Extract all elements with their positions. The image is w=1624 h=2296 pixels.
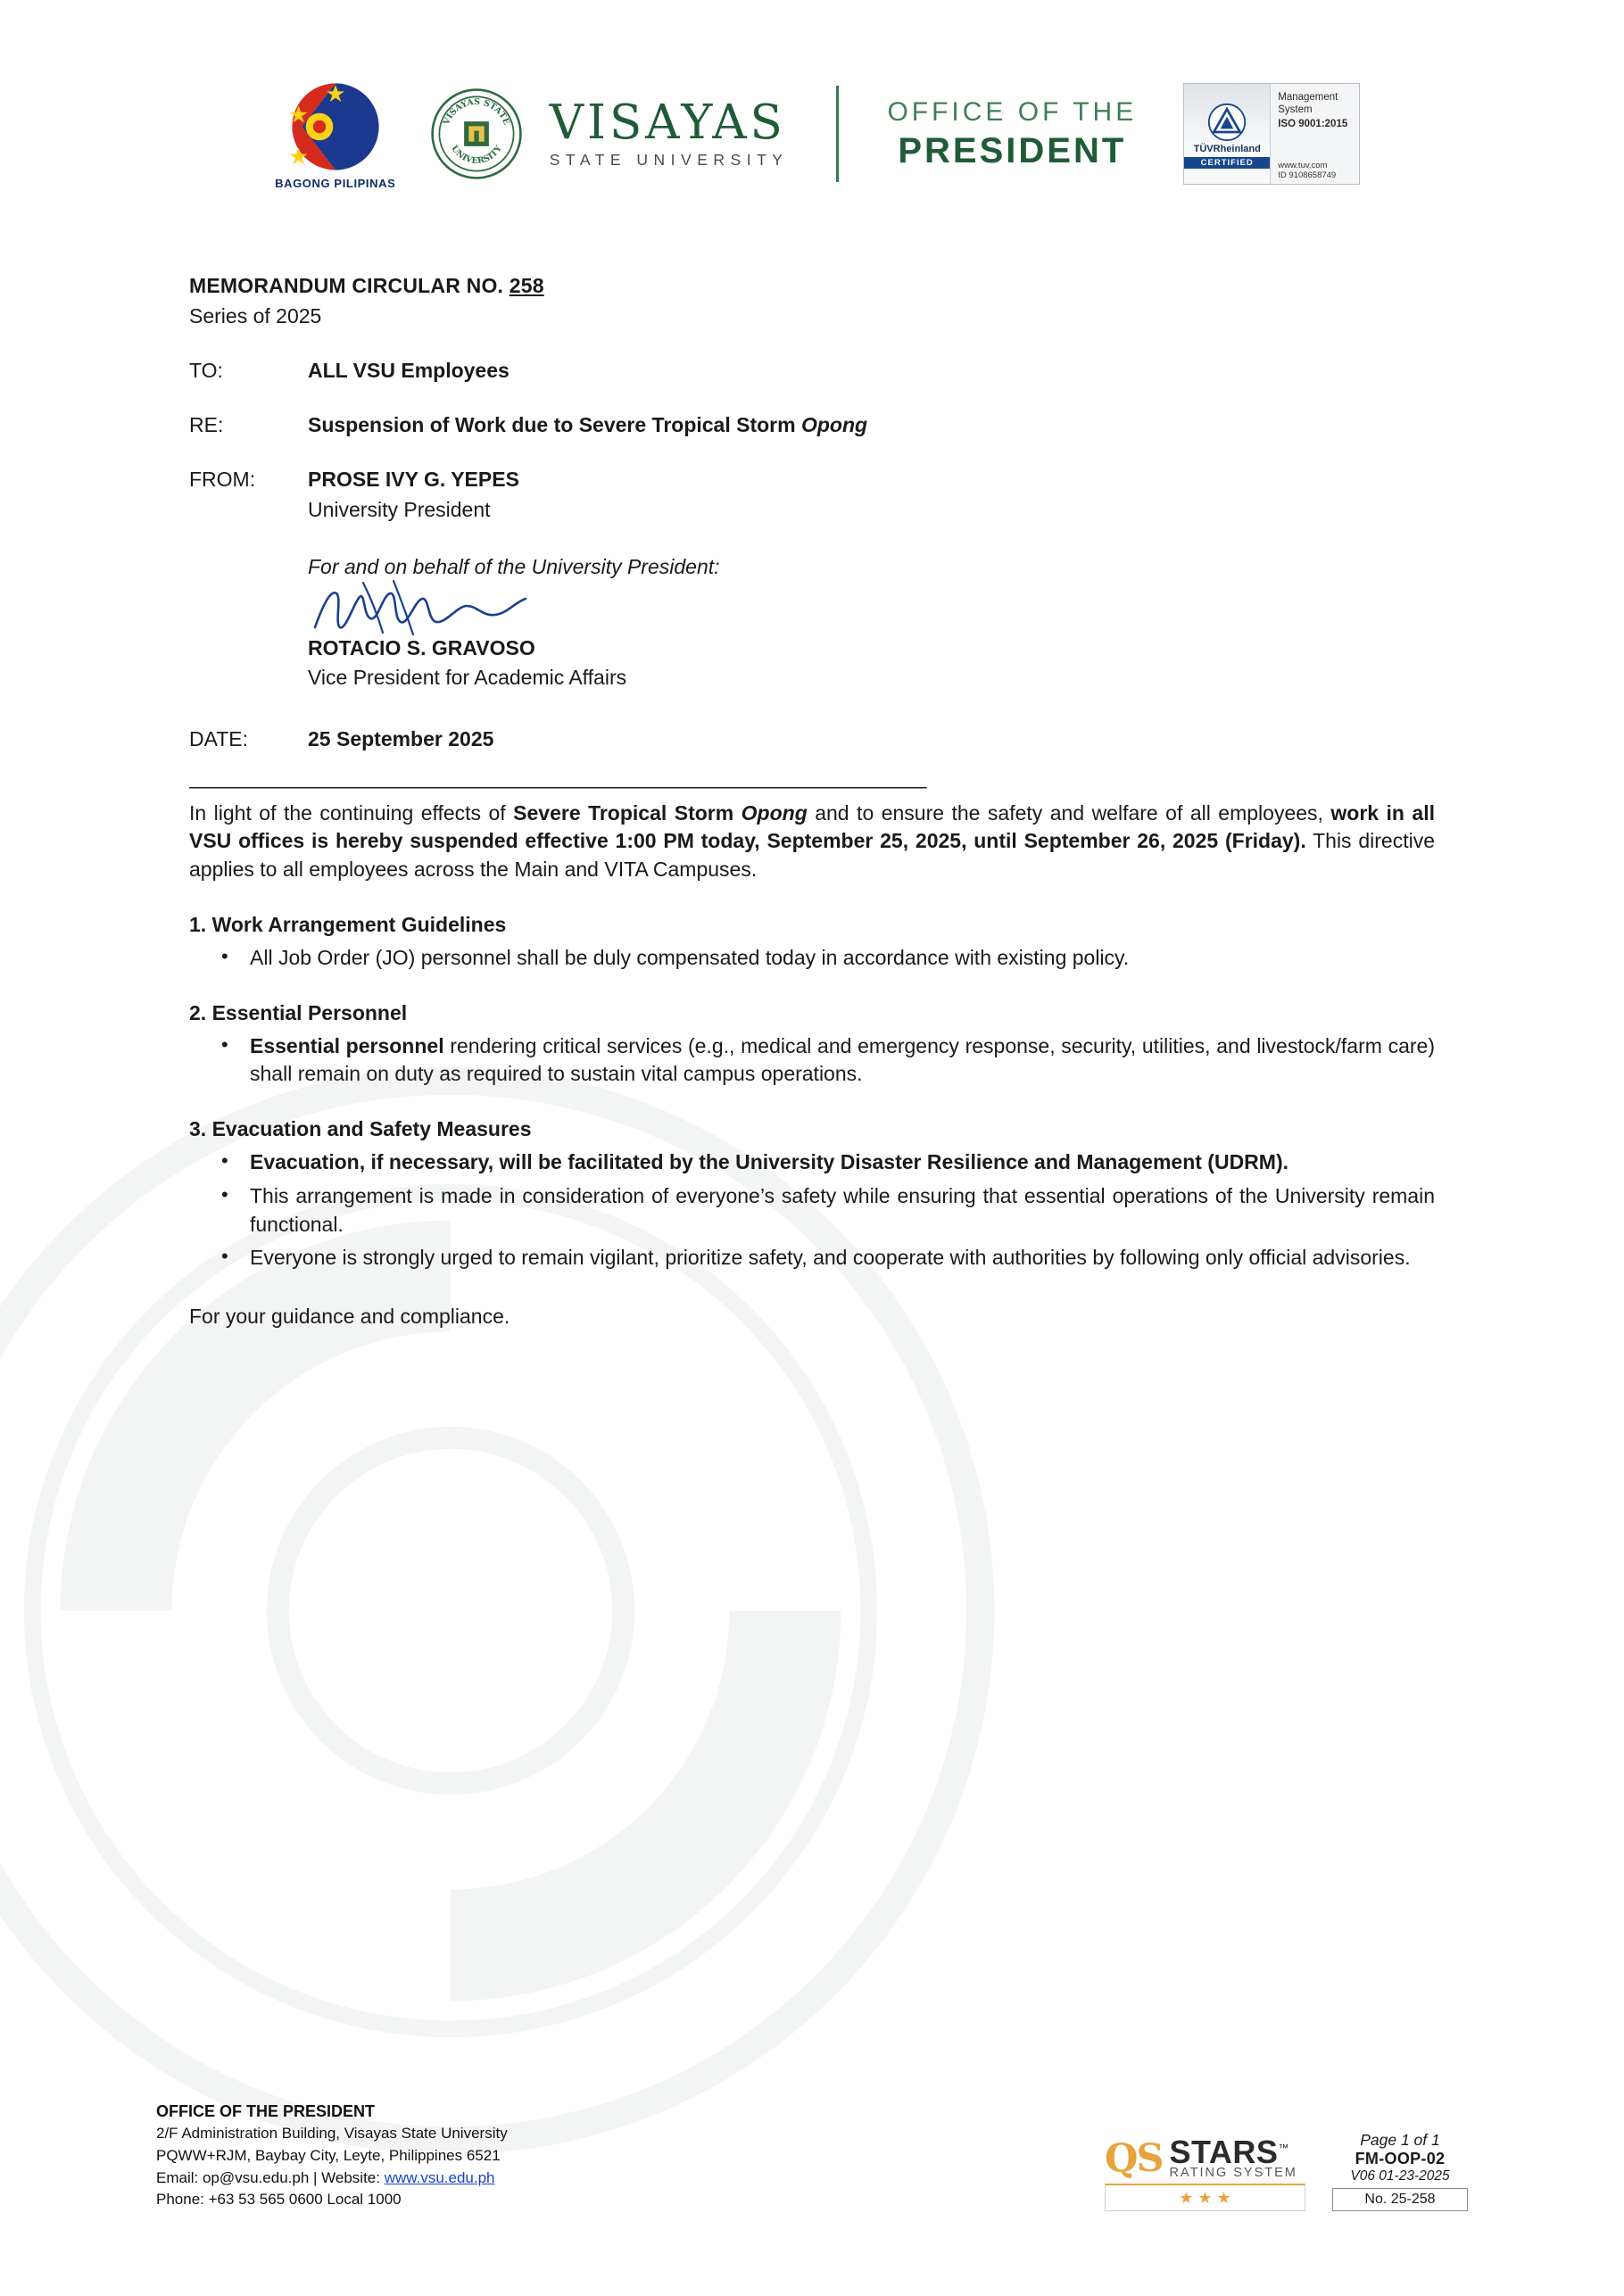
section-3-list: [189, 1148, 1435, 1272]
field-from-subtitle: University President: [308, 498, 491, 522]
field-date-label: DATE:: [189, 727, 249, 751]
footer-address-line-2: PQWW+RJM, Baybay City, Leyte, Philippines 6521: [156, 2147, 501, 2165]
section-1-heading: 1. Work Arrangement Guidelines: [189, 912, 507, 936]
footer-address-line-1: 2/F Administration Building, Visayas State University: [156, 2125, 508, 2143]
list-item: [250, 1032, 1435, 1089]
wordmark-main: VISAYAS: [549, 95, 786, 150]
intro-text-3: This directive applies to all employees across the Main and VITA Campuses.: [189, 829, 1435, 881]
intro-paragraph: [189, 800, 1435, 884]
signatory-name: ROTACIO S. GRAVOSO: [308, 636, 535, 660]
tuv-management-system: Management System: [1278, 92, 1338, 116]
field-from-value: PROSE IVY G. YEPES: [308, 468, 519, 492]
tuv-iso-standard: ISO 9001:2015: [1278, 118, 1348, 129]
qs-stars-badge: [1105, 2133, 1305, 2211]
footer-email-website: [156, 2168, 508, 2190]
svg-text:UNIVERSITY: UNIVERSITY: [449, 144, 504, 167]
field-re-storm-name: Opong: [800, 413, 868, 437]
tuv-id: ID 9108658749: [1278, 170, 1337, 180]
list-item: • This arrangement is made in consideration of everyone’s safety while ensuring that essential operations of the University remain functional.: [250, 1182, 1435, 1239]
field-to-value: ALL VSU Employees: [308, 359, 510, 383]
qs-star-rating: [1105, 2184, 1305, 2211]
memo-title: [189, 272, 1435, 300]
memo-series: Series of 2025: [189, 304, 322, 328]
list-item-text: Evacuation, if necessary, will be facilitated by the University Disaster Resilience and Management (UDRM).: [250, 1150, 1288, 1174]
footer-email-label: Email: op@vsu.edu.ph | Website:: [156, 2168, 385, 2186]
visayas-wordmark: [549, 95, 789, 170]
form-number: No. 25-258: [1332, 2188, 1468, 2211]
form-control-block: [1332, 2131, 1468, 2211]
field-re-value: [308, 411, 867, 439]
field-re: [189, 411, 1435, 439]
memo-body: [189, 272, 1435, 1330]
qs-logo: QS: [1105, 2135, 1163, 2181]
field-to-label: TO:: [189, 359, 223, 383]
intro-storm-name: Opong: [741, 800, 808, 825]
tuv-brand: TÜVRheinland: [1193, 144, 1261, 154]
list-item: • All Job Order (JO) personnel shall be duly compensated today in accordance with existing policy.: [250, 944, 1435, 973]
closing-line: For your guidance and compliance.: [189, 1305, 510, 1328]
footer-contact-block: [156, 2100, 508, 2211]
qs-stars-text: STARS: [1169, 2133, 1279, 2170]
field-re-label: RE:: [189, 413, 224, 437]
signatory-title: Vice President for Academic Affairs: [308, 666, 627, 690]
section-2-list: [189, 1032, 1435, 1089]
field-re-text: Suspension of Work due to Severe Tropical Storm: [308, 413, 801, 437]
list-item: • Everyone is strongly urged to remain vigilant, prioritize safety, and cooperate with authorities by following only official advisories.: [250, 1244, 1435, 1272]
vsu-seal-icon: [430, 87, 523, 180]
section-1-list: [189, 944, 1435, 973]
office-of-the-president-title: [887, 97, 1137, 171]
memo-number: 258: [509, 274, 544, 297]
tuv-certified-label: CERTIFIED: [1184, 157, 1270, 169]
section-divider: ______________________________________________________________________: [189, 766, 926, 790]
tuv-certification-badge: [1183, 83, 1360, 185]
office-line-1: OFFICE OF THE: [887, 96, 1138, 127]
qs-stars-glyphs: ★ ★ ★: [1179, 2188, 1231, 2207]
section-3-heading: 3. Evacuation and Safety Measures: [189, 1117, 532, 1141]
form-version: V06 01-23-2025: [1350, 2168, 1450, 2184]
svg-text:VISAYAS STATE: VISAYAS STATE: [441, 97, 511, 127]
qs-trademark: ™: [1278, 2141, 1289, 2154]
field-to: [189, 357, 1435, 385]
tuv-triangle-icon: [1207, 103, 1247, 142]
signature-icon: [308, 576, 602, 642]
section-2-heading: 2. Essential Personnel: [189, 1000, 408, 1024]
field-from: [189, 466, 1435, 692]
behalf-note: For and on behalf of the University President:: [308, 555, 720, 579]
qs-stars-word: [1169, 2133, 1297, 2170]
bagong-pilipinas-logo: [264, 79, 407, 190]
list-item: [250, 1148, 1435, 1177]
bagong-pilipinas-icon: [287, 79, 384, 175]
letterhead: [0, 62, 1624, 205]
intro-text-2: and to ensure the safety and welfare of all employees,: [807, 800, 1331, 825]
footer-phone: Phone: +63 53 565 0600 Local 1000: [156, 2191, 402, 2209]
form-code: FM-OOP-02: [1355, 2150, 1446, 2168]
footer-website-link[interactable]: www.vsu.edu.ph: [384, 2168, 495, 2186]
field-date: [189, 725, 1435, 753]
field-from-label: FROM:: [189, 468, 256, 492]
intro-bold-1: Severe Tropical Storm: [513, 800, 742, 825]
header-divider: [836, 86, 839, 182]
signature-block: [308, 576, 720, 638]
tuv-url: www.tuv.com: [1278, 161, 1328, 170]
wordmark-sub: STATE UNIVERSITY: [549, 150, 789, 169]
list-item-lead: Essential personnel: [250, 1033, 444, 1057]
field-date-value: 25 September 2025: [308, 727, 494, 751]
footer-office: OFFICE OF THE PRESIDENT: [156, 2102, 376, 2121]
memo-title-prefix: MEMORANDUM CIRCULAR NO.: [189, 274, 510, 297]
footer-right-block: [1105, 2131, 1468, 2211]
page-footer: [156, 2100, 1468, 2211]
bagong-pilipinas-caption: BAGONG PILIPINAS: [275, 176, 396, 190]
page-indicator: Page 1 of 1: [1360, 2131, 1440, 2149]
list-item-text: rendering critical services (e.g., medical and emergency response, security, utilities, and livestock/farm care) shall remain on duty as required to sustain vital campus operations.: [250, 1033, 1435, 1086]
intro-bold-2: work in all VSU offices is hereby suspended effective 1:00 PM today, September 25, 2025, until September 26, 2025 (Friday).: [189, 800, 1436, 853]
qs-rating-system-label: RATING SYSTEM: [1169, 2166, 1297, 2180]
intro-text-1: In light of the continuing effects of: [189, 800, 514, 825]
office-line-2: PRESIDENT: [898, 130, 1127, 170]
